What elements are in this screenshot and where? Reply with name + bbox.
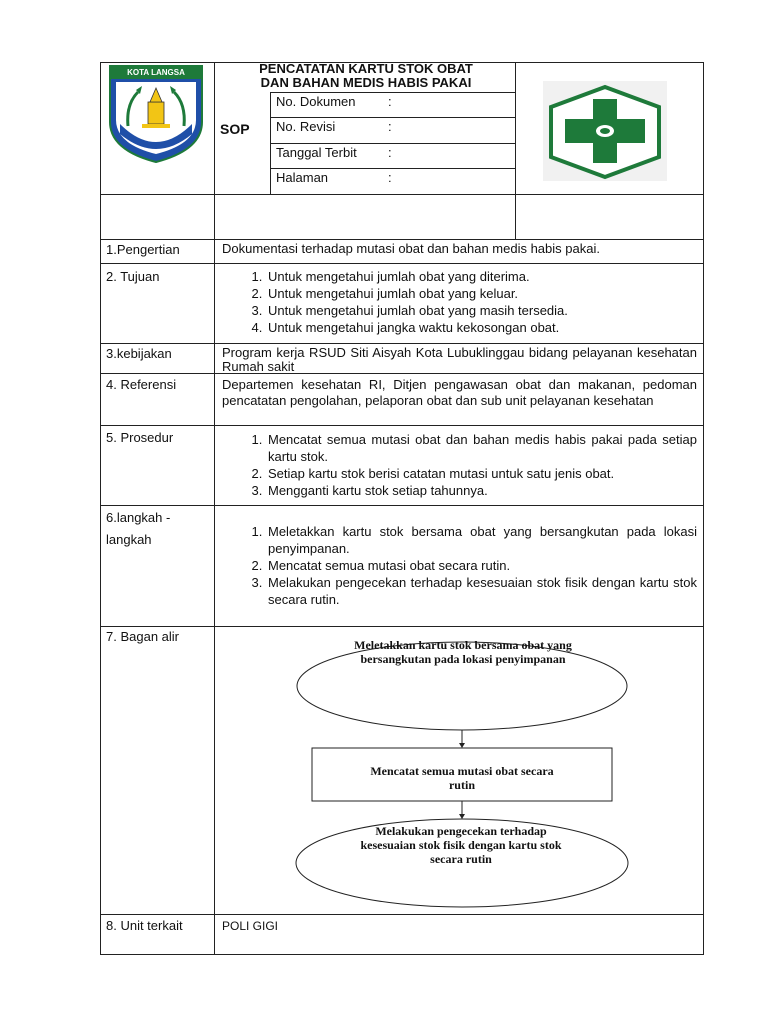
list-tujuan [222, 268, 697, 336]
field-halaman [276, 170, 392, 185]
text-unit-terkait: POLI GIGI [222, 919, 279, 933]
label-langkah-line-1: 6.langkah - [106, 510, 171, 525]
list-item: 3. Untuk mengetahui jumlah obat yang masih tersedia. [266, 302, 697, 319]
list-item: 1. Mencatat semua mutasi obat dan bahan medis habis pakai pada setiap kartu stok. [266, 431, 697, 465]
list-item: 3. Mengganti kartu stok setiap tahunnya. [266, 482, 697, 499]
flow-step-2-line-2: rutin [448, 778, 475, 792]
city-logo [106, 64, 206, 164]
label-kebijakan: 3.kebijakan [106, 346, 172, 361]
list-langkah [222, 523, 697, 608]
sop-label: SOP [220, 121, 250, 137]
label-bagan-alir: 7. Bagan alir [106, 629, 179, 644]
list-item: 2. Untuk mengetahui jumlah obat yang keluar. [266, 285, 697, 302]
field-colon: : [388, 145, 392, 160]
field-label: No. Dokumen [276, 94, 356, 109]
title-line-1: PENCATATAN KARTU STOK OBAT [259, 61, 473, 76]
city-logo-label: KOTA LANGSA [127, 68, 185, 77]
field-no-dokumen [276, 94, 392, 109]
text-pengertian: Dokumentasi terhadap mutasi obat dan bahan medis habis pakai. [222, 241, 600, 256]
flow-step-2-text [312, 764, 612, 792]
label-pengertian: 1.Pengertian [106, 242, 180, 257]
title-line-2: DAN BAHAN MEDIS HABIS PAKAI [260, 75, 472, 90]
flow-step-3-line-1: Melakukan pengecekan terhadap [375, 824, 547, 838]
text-referensi: Departemen kesehatan RI, Ditjen pengawasan obat dan makanan, pedoman pencatatan pengolahan, pelaporan obat dan sub unit pelayanan kesehatan [222, 377, 697, 408]
document-title [216, 62, 516, 90]
flow-step-3-text [296, 824, 626, 866]
flow-step-3-line-3: secara rutin [430, 852, 492, 866]
label-unit-terkait: 8. Unit terkait [106, 918, 183, 933]
list-item: 1. Meletakkan kartu stok bersama obat yang bersangkutan pada lokasi penyimpanan. [266, 523, 697, 557]
list-item: 1. Untuk mengetahui jumlah obat yang diterima. [266, 268, 697, 285]
field-label: No. Revisi [276, 119, 336, 134]
flow-step-2-line-1: Mencatat semua mutasi obat secara [370, 764, 554, 778]
field-colon: : [388, 119, 392, 134]
label-langkah [106, 507, 170, 551]
health-cross-logo [543, 81, 667, 181]
field-tanggal-terbit [276, 145, 392, 160]
label-referensi: 4. Referensi [106, 377, 177, 392]
flow-arrow-2-head [459, 814, 465, 819]
label-langkah-line-2: langkah [106, 532, 152, 547]
label-prosedur: 5. Prosedur [106, 430, 174, 445]
field-colon: : [388, 170, 392, 185]
flow-step-1-text [278, 638, 648, 666]
flow-step-1-line-2: bersangkutan pada lokasi penyimpanan [360, 652, 566, 666]
flow-step-3-line-2: kesesuaian stok fisik dengan kartu stok [360, 838, 562, 852]
flow-step-1-line-1: Meletakkan kartu stok bersama obat yang [354, 638, 572, 652]
field-label: Tanggal Terbit [276, 145, 357, 160]
list-prosedur [222, 431, 697, 499]
list-item: 2. Mencatat semua mutasi obat secara rutin. [266, 557, 697, 574]
field-no-revisi [276, 119, 392, 134]
list-item: 2. Setiap kartu stok berisi catatan mutasi untuk satu jenis obat. [266, 465, 697, 482]
list-item: 4. Untuk mengetahui jangka waktu kekosongan obat. [266, 319, 697, 336]
label-tujuan: 2. Tujuan [106, 269, 160, 284]
text-kebijakan: Program kerja RSUD Siti Aisyah Kota Lubuklinggau bidang pelayanan kesehatan Rumah sakit [222, 345, 697, 374]
list-item: 3. Melakukan pengecekan terhadap kesesuaian stok fisik dengan kartu stok secara rutin. [266, 574, 697, 608]
field-label: Halaman [276, 170, 329, 185]
field-colon: : [388, 94, 392, 109]
flow-arrow-1-head [459, 743, 465, 748]
